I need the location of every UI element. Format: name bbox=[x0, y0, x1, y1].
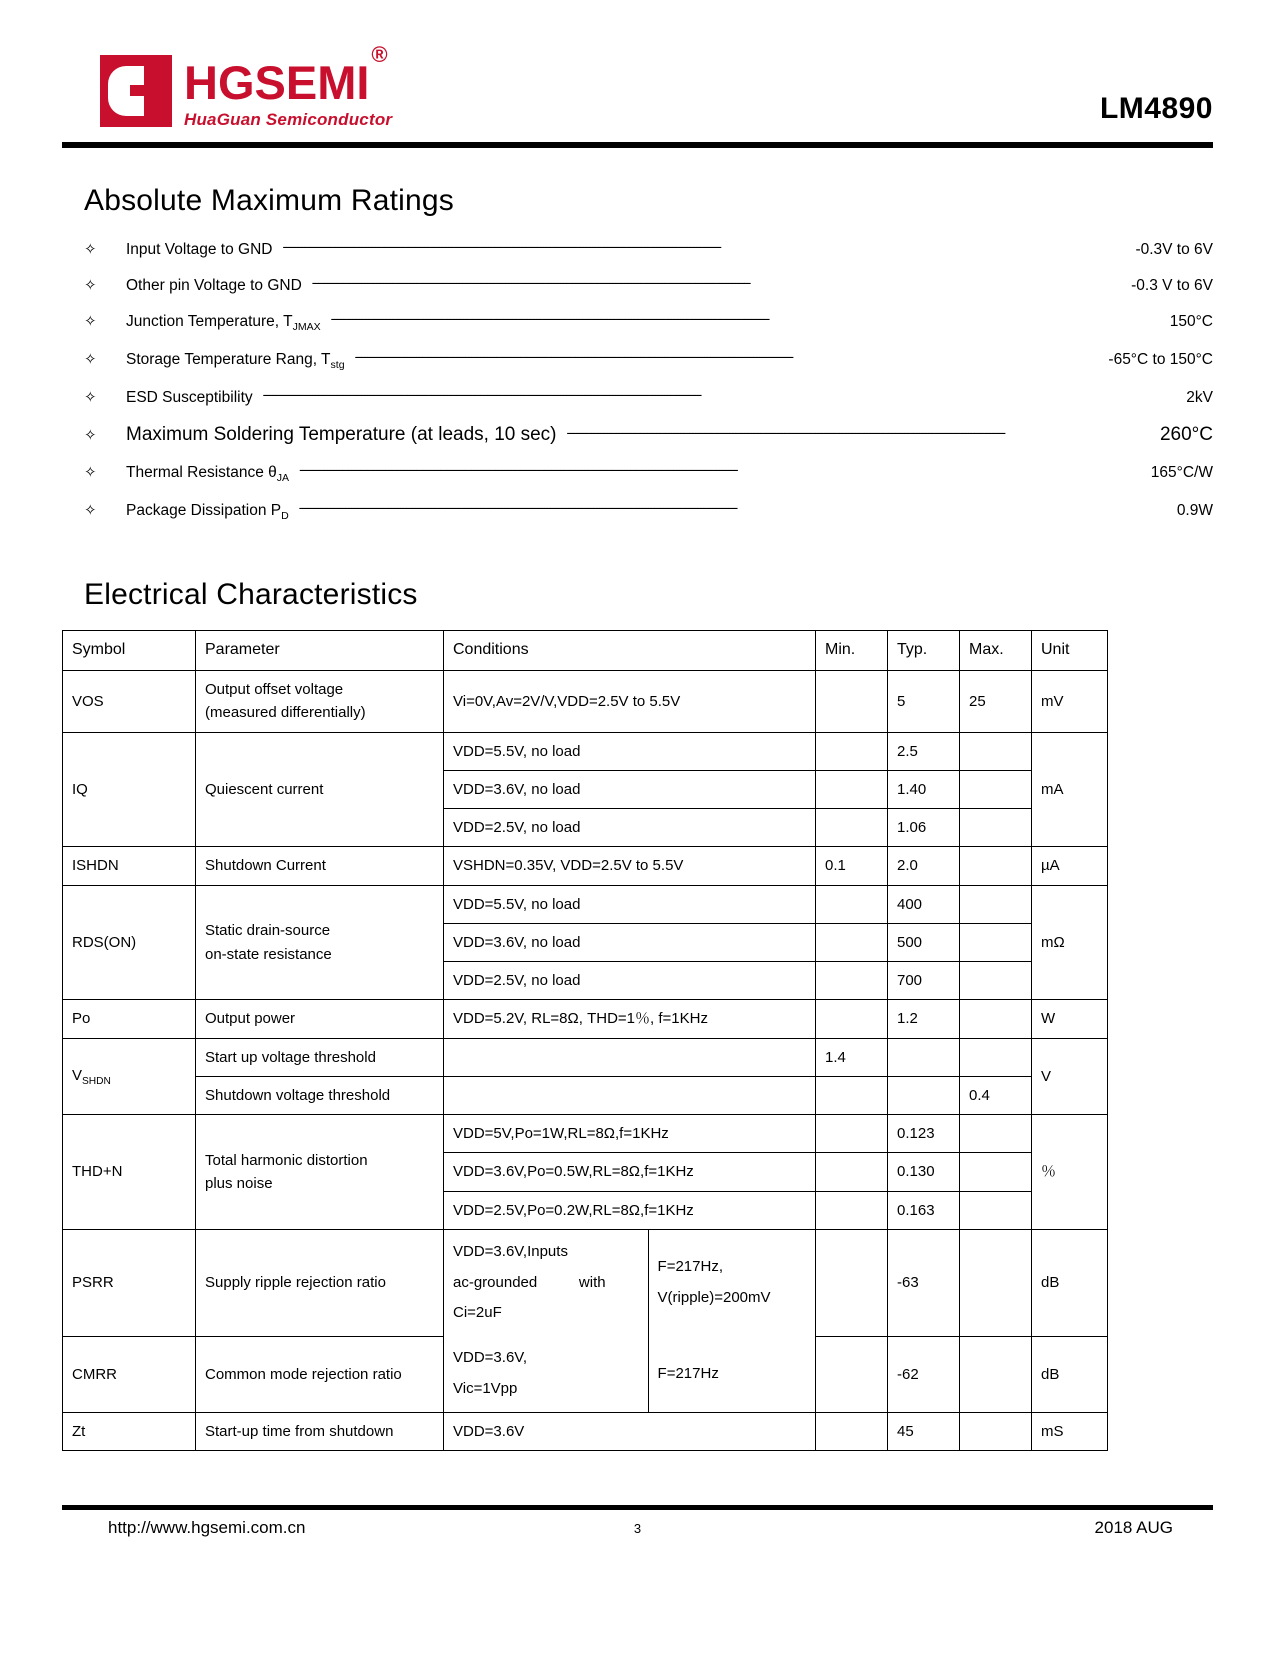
rating-label-text: Storage Temperature Rang, T bbox=[126, 351, 331, 369]
cell-symbol: VOS bbox=[63, 671, 196, 733]
cell-typ: 400 bbox=[888, 885, 960, 923]
cell-typ: 1.06 bbox=[888, 809, 960, 847]
cell-max bbox=[960, 923, 1032, 961]
page-header bbox=[62, 18, 1213, 138]
condition-line: ac-grounded with bbox=[453, 1273, 606, 1291]
cell-typ: 45 bbox=[888, 1412, 960, 1450]
rating-label-text: Junction Temperature, T bbox=[126, 313, 293, 330]
table-row bbox=[63, 847, 1108, 885]
leader-dots: ----------------------------------------------------------------------------------------------------------------------------------------------- bbox=[330, 310, 769, 326]
datasheet-page bbox=[0, 18, 1275, 1668]
cell-typ: 2.5 bbox=[888, 732, 960, 770]
cell-conditions-split bbox=[444, 1336, 816, 1412]
cell-typ: 2.0 bbox=[888, 847, 960, 885]
cell-conditions-right bbox=[648, 1336, 815, 1412]
cell-unit: µA bbox=[1032, 847, 1108, 885]
cell-conditions bbox=[444, 1076, 816, 1114]
condition-line: V(ripple)=200mV bbox=[657, 1289, 771, 1307]
cell-max bbox=[960, 809, 1032, 847]
leader-dots: ----------------------------------------------------------------------------------------------------------------------------------------------- bbox=[311, 274, 750, 290]
rating-item bbox=[84, 463, 1213, 484]
cell-unit: mΩ bbox=[1032, 885, 1108, 1000]
electrical-characteristics-title: Electrical Characteristics bbox=[84, 578, 418, 612]
rating-item bbox=[84, 240, 1213, 259]
rating-value: 0.9W bbox=[1176, 502, 1213, 520]
cell-parameter: Shutdown Current bbox=[196, 847, 444, 885]
cell-typ: 5 bbox=[888, 671, 960, 733]
cell-min bbox=[816, 1153, 888, 1191]
cell-max bbox=[960, 1153, 1032, 1191]
rating-value: 2kV bbox=[1186, 389, 1213, 407]
rating-label: Input Voltage to GND bbox=[126, 241, 273, 258]
rating-item bbox=[84, 312, 1213, 333]
company-logo bbox=[62, 42, 393, 138]
cell-conditions: VDD=3.6V,Po=0.5W,RL=8Ω,f=1KHz bbox=[444, 1153, 816, 1191]
cell-conditions: VDD=2.5V, no load bbox=[444, 809, 816, 847]
table-row bbox=[63, 1115, 1108, 1153]
column-header-min: Min. bbox=[816, 631, 888, 671]
logo-subtitle: HuaGuan Semiconductor bbox=[184, 110, 393, 129]
cell-min bbox=[816, 923, 888, 961]
column-header-typ: Typ. bbox=[888, 631, 960, 671]
table-row bbox=[63, 732, 1108, 770]
cell-conditions-right bbox=[648, 1230, 815, 1336]
cell-min bbox=[816, 1115, 888, 1153]
absolute-max-ratings-list bbox=[84, 240, 1213, 522]
column-header-conditions: Conditions bbox=[444, 631, 816, 671]
cell-min bbox=[816, 1191, 888, 1229]
leader-dots: ----------------------------------------------------------------------------------------------------------------------------------------------- bbox=[282, 238, 721, 254]
leader-dots: ----------------------------------------------------------------------------------------------------------------------------------------------- bbox=[354, 348, 793, 365]
rating-item bbox=[84, 424, 1213, 446]
rating-label-subscript: JMAX bbox=[292, 321, 321, 334]
cell-min: 1.4 bbox=[816, 1038, 888, 1076]
cell-min bbox=[816, 770, 888, 808]
cell-typ: 500 bbox=[888, 923, 960, 961]
table-header-row bbox=[63, 631, 1108, 671]
cell-conditions: VDD=2.5V, no load bbox=[444, 962, 816, 1000]
registered-trademark-icon: ® bbox=[371, 42, 388, 68]
cell-typ: 0.123 bbox=[888, 1115, 960, 1153]
rating-value: 165°C/W bbox=[1150, 464, 1213, 482]
logo-wordmark-text: HGSEMI bbox=[184, 56, 370, 109]
cell-symbol: RDS(ON) bbox=[63, 885, 196, 1000]
parameter-line: Output offset voltage bbox=[205, 681, 344, 699]
logo-wordmark bbox=[184, 42, 392, 109]
cell-max: 25 bbox=[960, 671, 1032, 733]
condition-line: Ci=2uF bbox=[453, 1304, 502, 1322]
diamond-bullet-icon: ✧ bbox=[84, 277, 97, 294]
cell-symbol: ISHDN bbox=[63, 847, 196, 885]
cell-conditions: VDD=3.6V bbox=[444, 1412, 816, 1450]
cell-typ bbox=[888, 1076, 960, 1114]
cell-min bbox=[816, 1336, 888, 1412]
cell-min bbox=[816, 1000, 888, 1038]
electrical-characteristics-table bbox=[62, 630, 1108, 1451]
cell-unit: V bbox=[1032, 1038, 1108, 1115]
condition-line: VDD=3.6V,Inputs bbox=[453, 1242, 568, 1260]
absolute-max-ratings-title: Absolute Maximum Ratings bbox=[84, 184, 454, 217]
cell-parameter: Common mode rejection ratio bbox=[196, 1336, 444, 1412]
leader-dots: ----------------------------------------------------------------------------------------------------------------------------------------------- bbox=[299, 461, 737, 478]
cell-parameter: Supply ripple rejection ratio bbox=[196, 1229, 444, 1336]
rating-value: -65°C to 150°C bbox=[1108, 351, 1213, 369]
cell-conditions: VDD=5.5V, no load bbox=[444, 885, 816, 923]
cell-conditions: VDD=2.5V,Po=0.2W,RL=8Ω,f=1KHz bbox=[444, 1191, 816, 1229]
cell-min: 0.1 bbox=[816, 847, 888, 885]
cell-symbol bbox=[63, 1038, 196, 1115]
symbol-subscript: SHDN bbox=[82, 1075, 111, 1087]
rating-value: 260°C bbox=[1159, 424, 1213, 446]
rating-value: -0.3V to 6V bbox=[1135, 241, 1213, 258]
cell-max bbox=[960, 732, 1032, 770]
table-row bbox=[63, 671, 1108, 733]
rating-value: -0.3 V to 6V bbox=[1131, 277, 1213, 294]
cell-typ: 0.163 bbox=[888, 1191, 960, 1229]
rating-item bbox=[84, 501, 1213, 522]
cell-max bbox=[960, 1336, 1032, 1412]
column-header-unit: Unit bbox=[1032, 631, 1108, 671]
rating-label: Maximum Soldering Temperature (at leads, 10 sec) bbox=[126, 424, 557, 446]
table-row bbox=[63, 1412, 1108, 1450]
cell-unit: mV bbox=[1032, 671, 1108, 733]
diamond-bullet-icon: ✧ bbox=[84, 502, 97, 520]
cell-max bbox=[960, 1038, 1032, 1076]
rating-label bbox=[126, 502, 295, 522]
cell-conditions: VDD=3.6V, no load bbox=[444, 923, 816, 961]
cell-symbol: PSRR bbox=[63, 1229, 196, 1336]
cell-parameter: Start-up time from shutdown bbox=[196, 1412, 444, 1450]
cell-parameter: Quiescent current bbox=[196, 732, 444, 847]
cell-conditions: VDD=5.2V, RL=8Ω, THD=1％, f=1KHz bbox=[444, 1000, 816, 1038]
cell-max: 0.4 bbox=[960, 1076, 1032, 1114]
cell-conditions: VSHDN=0.35V, VDD=2.5V to 5.5V bbox=[444, 847, 816, 885]
diamond-bullet-icon: ✧ bbox=[84, 241, 97, 258]
cell-min bbox=[816, 1229, 888, 1336]
cell-parameter: Shutdown voltage threshold bbox=[196, 1076, 444, 1114]
cell-min bbox=[816, 962, 888, 1000]
cell-conditions: VDD=3.6V, no load bbox=[444, 770, 816, 808]
cell-max bbox=[960, 1000, 1032, 1038]
rating-label-subscript: stg bbox=[330, 359, 345, 372]
rating-label bbox=[126, 351, 351, 371]
footer-url[interactable]: http://www.hgsemi.com.cn bbox=[108, 1518, 306, 1537]
cell-max bbox=[960, 962, 1032, 1000]
cell-symbol: Po bbox=[63, 1000, 196, 1038]
table-row bbox=[63, 1000, 1108, 1038]
hgsemi-logo-mark-icon bbox=[100, 55, 172, 127]
rating-item bbox=[84, 276, 1213, 295]
rating-label-text: Package Dissipation P bbox=[126, 502, 282, 520]
leader-dots: ----------------------------------------------------------------------------------------------------------------------------------------------- bbox=[566, 424, 1005, 441]
cell-max bbox=[960, 847, 1032, 885]
cell-min bbox=[816, 885, 888, 923]
cell-unit: W bbox=[1032, 1000, 1108, 1038]
cell-max bbox=[960, 1115, 1032, 1153]
page-footer bbox=[62, 1518, 1213, 1538]
rating-item bbox=[84, 350, 1213, 371]
cell-parameter: Start up voltage threshold bbox=[196, 1038, 444, 1076]
cell-conditions-left bbox=[444, 1336, 648, 1412]
diamond-bullet-icon: ✧ bbox=[84, 351, 97, 369]
cell-unit: dB bbox=[1032, 1336, 1108, 1412]
cell-parameter bbox=[196, 671, 444, 733]
cell-typ: -63 bbox=[888, 1229, 960, 1336]
cell-min bbox=[816, 732, 888, 770]
diamond-bullet-icon: ✧ bbox=[84, 389, 97, 407]
diamond-bullet-icon: ✧ bbox=[84, 464, 97, 482]
footer-date: 2018 AUG bbox=[1094, 1518, 1173, 1537]
column-header-symbol: Symbol bbox=[63, 631, 196, 671]
cell-symbol: CMRR bbox=[63, 1336, 196, 1412]
parameter-line: on-state resistance bbox=[205, 945, 332, 963]
parameter-line: Static drain-source bbox=[205, 922, 331, 940]
cell-max bbox=[960, 1229, 1032, 1336]
table-row bbox=[63, 1076, 1108, 1114]
cell-parameter: Output power bbox=[196, 1000, 444, 1038]
cell-conditions bbox=[444, 1038, 816, 1076]
cell-typ: 700 bbox=[888, 962, 960, 1000]
cell-symbol: Zt bbox=[63, 1412, 196, 1450]
rating-value: 150°C bbox=[1169, 313, 1213, 330]
column-header-parameter: Parameter bbox=[196, 631, 444, 671]
table-row bbox=[63, 885, 1108, 923]
cell-symbol: IQ bbox=[63, 732, 196, 847]
symbol-text: V bbox=[72, 1066, 83, 1084]
part-number: LM4890 bbox=[1099, 92, 1213, 125]
cell-conditions: VDD=5.5V, no load bbox=[444, 732, 816, 770]
condition-line: VDD=3.6V, bbox=[453, 1349, 528, 1367]
cell-max bbox=[960, 885, 1032, 923]
rating-label bbox=[126, 464, 295, 484]
rating-label-subscript: D bbox=[281, 510, 289, 523]
footer-divider bbox=[62, 1505, 1213, 1510]
rating-item bbox=[84, 388, 1213, 407]
cell-parameter bbox=[196, 1115, 444, 1230]
table-row bbox=[63, 1229, 1108, 1336]
rating-label: ESD Susceptibility bbox=[126, 389, 253, 407]
cell-parameter bbox=[196, 885, 444, 1000]
cell-min bbox=[816, 1076, 888, 1114]
cell-unit: mA bbox=[1032, 732, 1108, 847]
table-row bbox=[63, 1336, 1108, 1412]
cell-unit: dB bbox=[1032, 1229, 1108, 1336]
parameter-line: (measured differentially) bbox=[205, 704, 366, 722]
cell-typ: 1.40 bbox=[888, 770, 960, 808]
cell-typ bbox=[888, 1038, 960, 1076]
footer-page-number: 3 bbox=[633, 1521, 642, 1536]
parameter-line: Total harmonic distortion bbox=[205, 1151, 368, 1169]
cell-min bbox=[816, 809, 888, 847]
rating-label-text: Thermal Resistance θ bbox=[126, 464, 277, 482]
rating-label: Other pin Voltage to GND bbox=[126, 277, 302, 294]
cell-symbol: THD+N bbox=[63, 1115, 196, 1230]
diamond-bullet-icon: ✧ bbox=[84, 427, 97, 445]
cell-min bbox=[816, 671, 888, 733]
rating-label-subscript: JA bbox=[276, 472, 290, 485]
cell-unit: ％ bbox=[1032, 1115, 1108, 1230]
condition-line: F=217Hz bbox=[657, 1364, 719, 1382]
header-divider bbox=[62, 142, 1213, 148]
cell-typ: -62 bbox=[888, 1336, 960, 1412]
cell-max bbox=[960, 770, 1032, 808]
condition-line: Vic=1Vpp bbox=[453, 1379, 518, 1397]
cell-min bbox=[816, 1412, 888, 1450]
cell-typ: 0.130 bbox=[888, 1153, 960, 1191]
condition-line: F=217Hz, bbox=[657, 1258, 723, 1276]
parameter-line: plus noise bbox=[205, 1175, 273, 1193]
cell-max bbox=[960, 1412, 1032, 1450]
leader-dots: ----------------------------------------------------------------------------------------------------------------------------------------------- bbox=[262, 386, 701, 403]
rating-label bbox=[126, 313, 327, 333]
cell-conditions-left bbox=[444, 1230, 648, 1336]
cell-conditions: Vi=0V,Av=2V/V,VDD=2.5V to 5.5V bbox=[444, 671, 816, 733]
cell-typ: 1.2 bbox=[888, 1000, 960, 1038]
cell-unit: mS bbox=[1032, 1412, 1108, 1450]
cell-conditions: VDD=5V,Po=1W,RL=8Ω,f=1KHz bbox=[444, 1115, 816, 1153]
diamond-bullet-icon: ✧ bbox=[84, 313, 97, 330]
leader-dots: ----------------------------------------------------------------------------------------------------------------------------------------------- bbox=[298, 499, 737, 516]
cell-max bbox=[960, 1191, 1032, 1229]
cell-conditions-split bbox=[444, 1229, 816, 1336]
table-row bbox=[63, 1038, 1108, 1076]
column-header-max: Max. bbox=[960, 631, 1032, 671]
